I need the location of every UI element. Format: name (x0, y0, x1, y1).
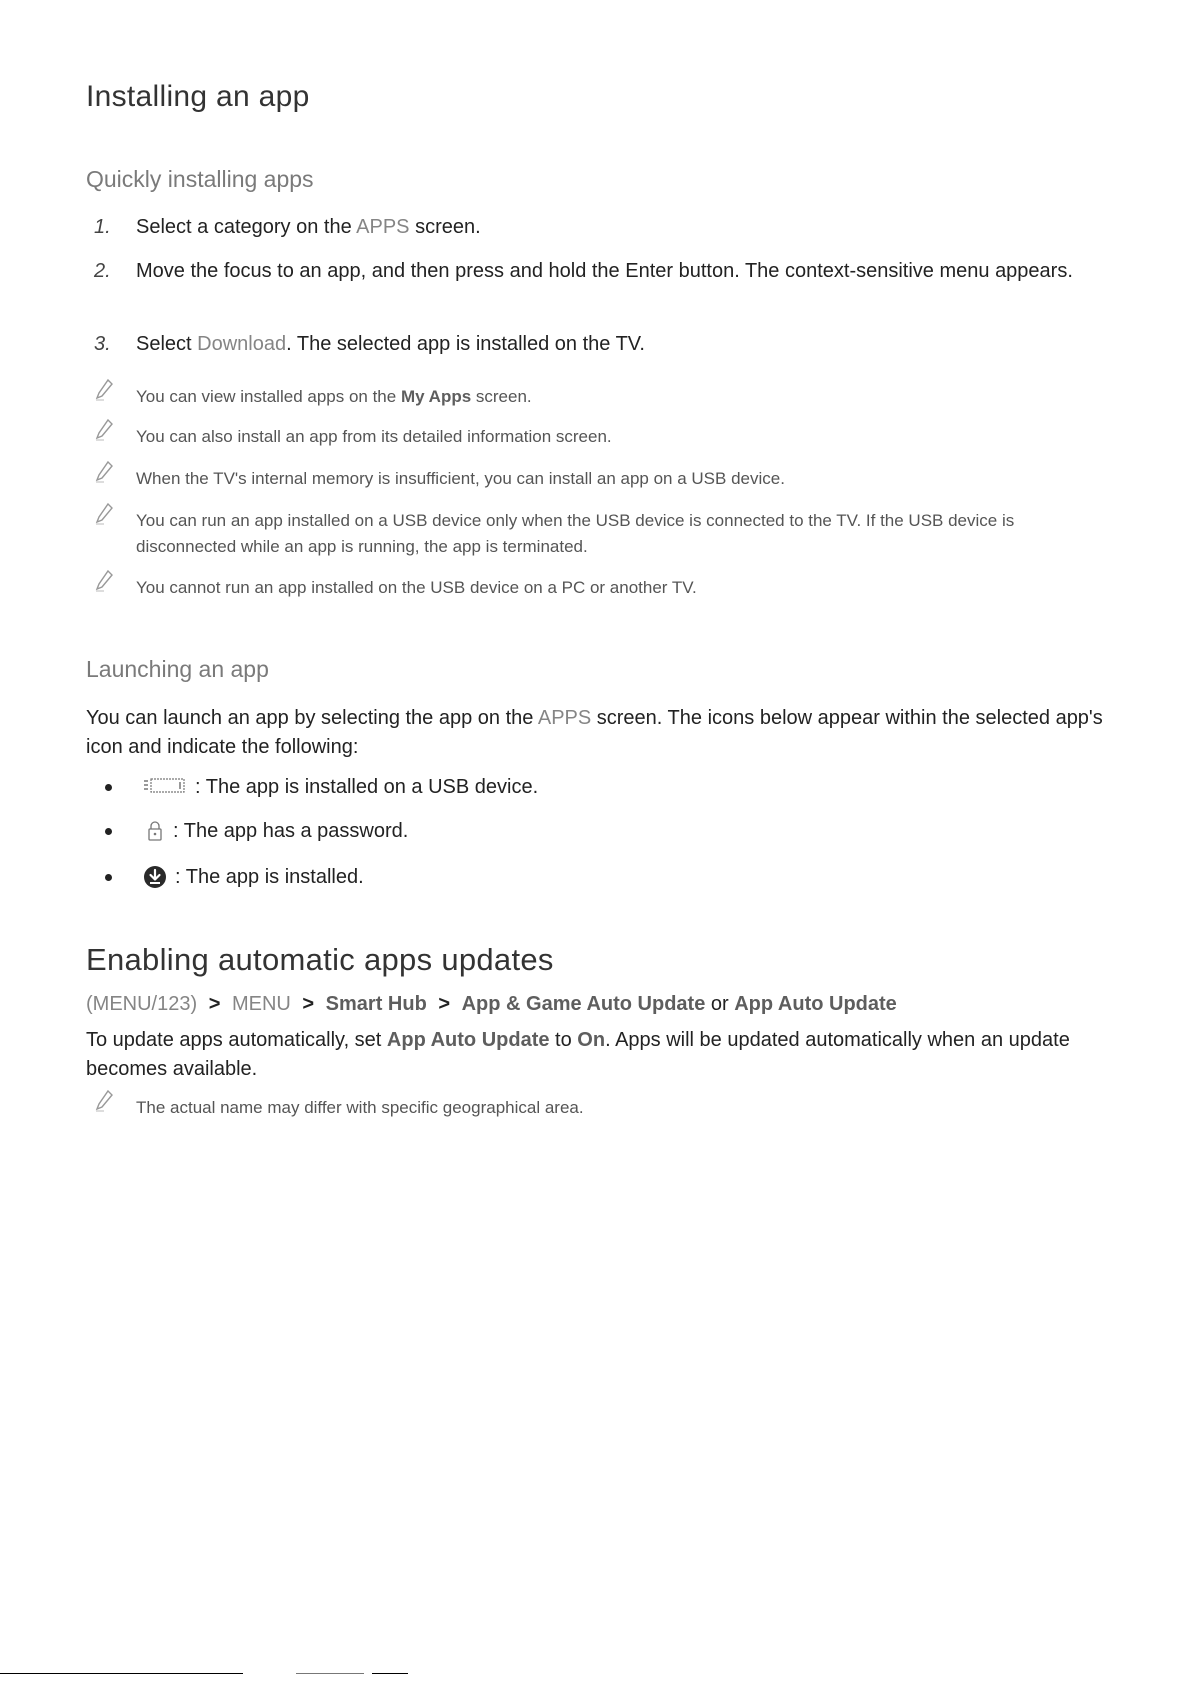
chevron-right-icon: > (438, 993, 451, 1015)
pencil-icon (94, 502, 114, 526)
footer-rule (296, 1673, 364, 1674)
crumb-menu: MENU (231, 993, 291, 1015)
download-highlight: Download (197, 333, 287, 355)
apps-highlight: APPS (537, 707, 592, 729)
bullet-text: : The app has a password. (173, 820, 409, 842)
crumb-menu123: MENU/123 (92, 993, 191, 1015)
bullet-text: : The app is installed. (175, 866, 364, 888)
footer-rule (372, 1673, 408, 1674)
auto-update-paragraph: To update apps automatically, set App Auto Update to On. Apps will be updated automatically when an update becomes available. (86, 1029, 1070, 1080)
pencil-icon (94, 1089, 114, 1113)
section-title-installing: Installing an app (86, 80, 310, 113)
subtitle-quick-install: Quickly installing apps (86, 166, 314, 192)
breadcrumb: (MENU/123) > MENU > Smart Hub > App & Game Auto Update or App Auto Update (86, 993, 897, 1015)
manual-page: Installing an app Quickly installing apps 1. Select a category on the APPS screen. 2. Move the focus to an app, and then press and hold the Enter button. The context-sensitive menu appears. 3. Select Download. The selected app is installed on the TV. You can view installed apps on the My Apps screen. You can also install an app from its detailed information screen. When the TV's internal memory is insufficient, you can install an app on a USB device. You can run an app installed on a USB device only when the USB device is connected to the TV. If the USB device is disconnected while an app is running, the app is terminated. You cannot run an app installed on the USB device on a PC or another TV. Launching an app You can launch an app by selecting the app on the APPS screen. The icons below appear within the selected app's icon and indicate the following: : The app is installed on a USB device. : The app has a password. : The app is installed. Enabling automatic apps updates (MENU/123) > MENU > Smart Hub > App & Game Auto Update or App Auto Update To update apps automatically, set App Auto Update to On. Apps will be updated automatically when an update becomes available. The actual name may differ with specific geographical area. (0, 0, 1191, 1683)
pencil-icon (94, 418, 114, 442)
step-text: Move the focus to an app, and then press and hold the Enter button. The context-sensitive menu appears. (136, 260, 1073, 282)
chevron-right-icon: > (208, 993, 221, 1015)
step-number: 2. (94, 260, 111, 282)
step-text: Select a category on the APPS screen. (136, 216, 481, 238)
usb-icon (140, 776, 190, 796)
step-number: 3. (94, 333, 111, 355)
launch-intro: You can launch an app by selecting the app on the APPS screen. The icons below appear within the selected app's icon and indicate the following: (86, 707, 1103, 758)
my-apps-highlight: My Apps (400, 387, 472, 406)
step-number: 1. (94, 216, 111, 238)
pencil-icon (94, 378, 114, 402)
crumb-app-auto-update: App Auto Update (734, 993, 897, 1015)
bullet-dot (105, 828, 112, 835)
apps-highlight: APPS (356, 216, 410, 238)
crumb-app-game-auto-update: App & Game Auto Update (461, 993, 706, 1015)
step-text: Select Download. The selected app is installed on the TV. (136, 333, 645, 355)
crumb-smart-hub: Smart Hub (325, 993, 427, 1015)
download-icon (143, 865, 167, 889)
chevron-right-icon: > (302, 993, 315, 1015)
bullet-dot (105, 784, 112, 791)
on-highlight: On (577, 1029, 606, 1051)
bullet-text: : The app is installed on a USB device. (195, 776, 539, 798)
lock-icon (147, 820, 163, 842)
section-title-auto-update: Enabling automatic apps updates (86, 942, 554, 977)
footer-rule (0, 1673, 243, 1674)
app-auto-update-highlight: App Auto Update (386, 1029, 550, 1051)
bullet-dot (105, 874, 112, 881)
pencil-icon (94, 569, 114, 593)
subtitle-launching: Launching an app (86, 656, 269, 682)
pencil-icon (94, 460, 114, 484)
